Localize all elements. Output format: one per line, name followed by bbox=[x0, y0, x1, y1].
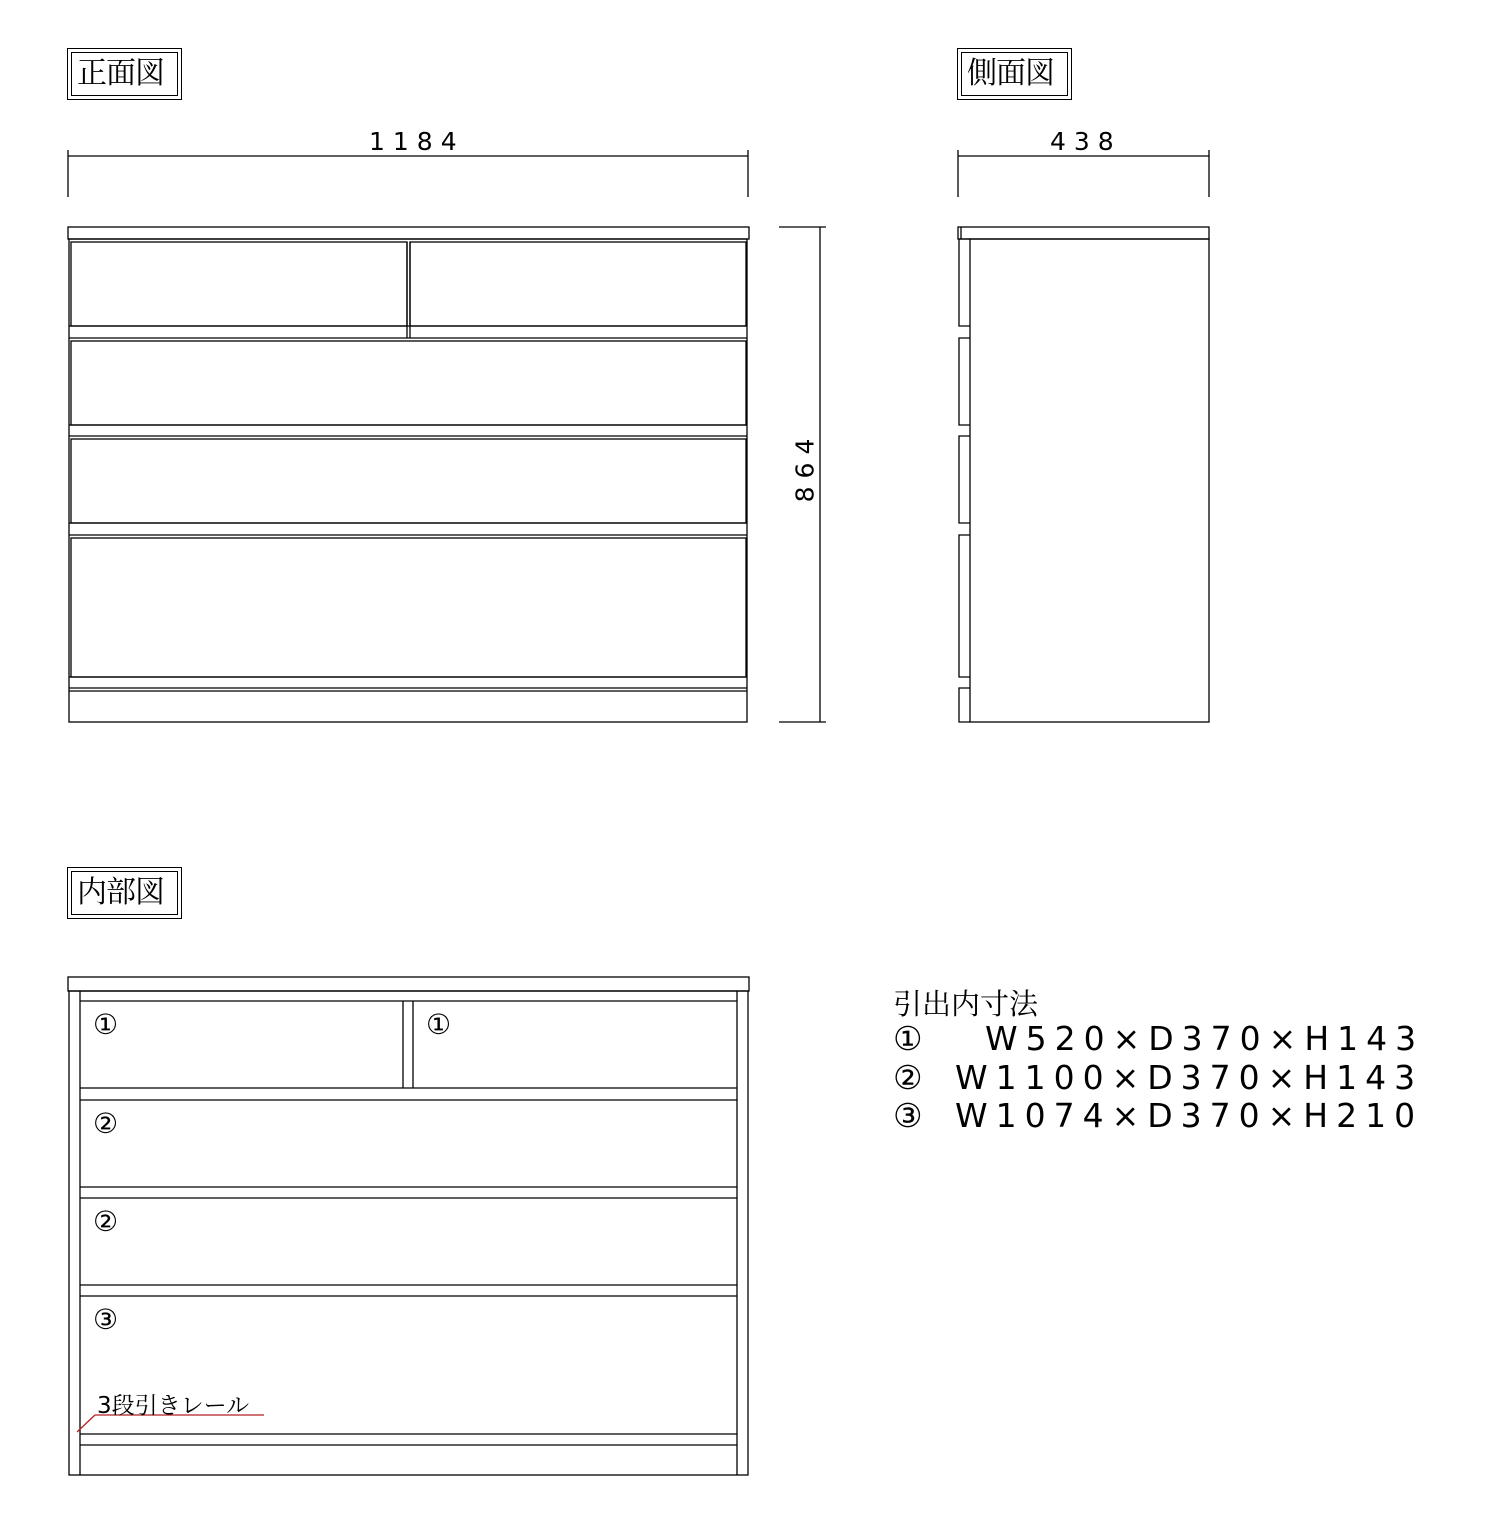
front-view bbox=[68, 150, 826, 722]
side-drawer-profile bbox=[959, 239, 970, 722]
interior-marker-top-left: ① bbox=[93, 1008, 119, 1041]
front-drawer-bottom bbox=[71, 538, 746, 677]
spec-row-2 bbox=[893, 1058, 1423, 1097]
spec-row-1-value: W520×D370×H143 bbox=[985, 1019, 1425, 1058]
depth-dimension-text: 438 bbox=[1050, 127, 1122, 156]
front-body bbox=[69, 239, 747, 722]
interior-view-label bbox=[67, 867, 182, 919]
spec-row-2-mark: ② bbox=[893, 1058, 923, 1097]
side-view-label bbox=[957, 48, 1072, 100]
front-drawer-top-left bbox=[71, 242, 407, 326]
side-view bbox=[958, 150, 1209, 722]
side-top-board bbox=[958, 227, 1209, 239]
interior-marker-middle-1: ② bbox=[93, 1107, 119, 1140]
front-drawer-top-right bbox=[410, 242, 746, 326]
front-view-label bbox=[67, 48, 182, 100]
width-dimension-text: 1184 bbox=[369, 127, 465, 156]
front-drawer-middle-1 bbox=[71, 341, 746, 425]
interior-view-title: 内部図 bbox=[71, 871, 178, 915]
interior-top-board bbox=[68, 977, 749, 991]
interior-marker-top-right: ① bbox=[426, 1008, 452, 1041]
height-dimension-text: 864 bbox=[790, 430, 820, 503]
spec-row-3 bbox=[893, 1096, 1423, 1135]
front-drawer-middle-2 bbox=[71, 439, 746, 523]
side-view-title: 側面図 bbox=[961, 52, 1068, 96]
spec-row-3-value: W1074×D370×H210 bbox=[955, 1096, 1424, 1135]
interior-marker-middle-2: ② bbox=[93, 1205, 119, 1238]
front-width-dimension-line bbox=[68, 150, 748, 197]
spec-title: 引出内寸法 bbox=[893, 987, 1039, 1021]
front-top-board bbox=[68, 227, 749, 239]
spec-row-1 bbox=[893, 1019, 1424, 1058]
spec-row-1-mark: ① bbox=[893, 1019, 923, 1058]
spec-row-3-mark: ③ bbox=[893, 1096, 923, 1135]
interior-marker-bottom: ③ bbox=[93, 1303, 119, 1336]
side-depth-dimension-line bbox=[958, 150, 1209, 197]
front-view-title: 正面図 bbox=[71, 52, 178, 96]
rail-note: 3段引きレール bbox=[97, 1393, 250, 1419]
spec-row-2-value: W1100×D370×H143 bbox=[955, 1058, 1424, 1097]
side-body bbox=[970, 239, 1209, 722]
